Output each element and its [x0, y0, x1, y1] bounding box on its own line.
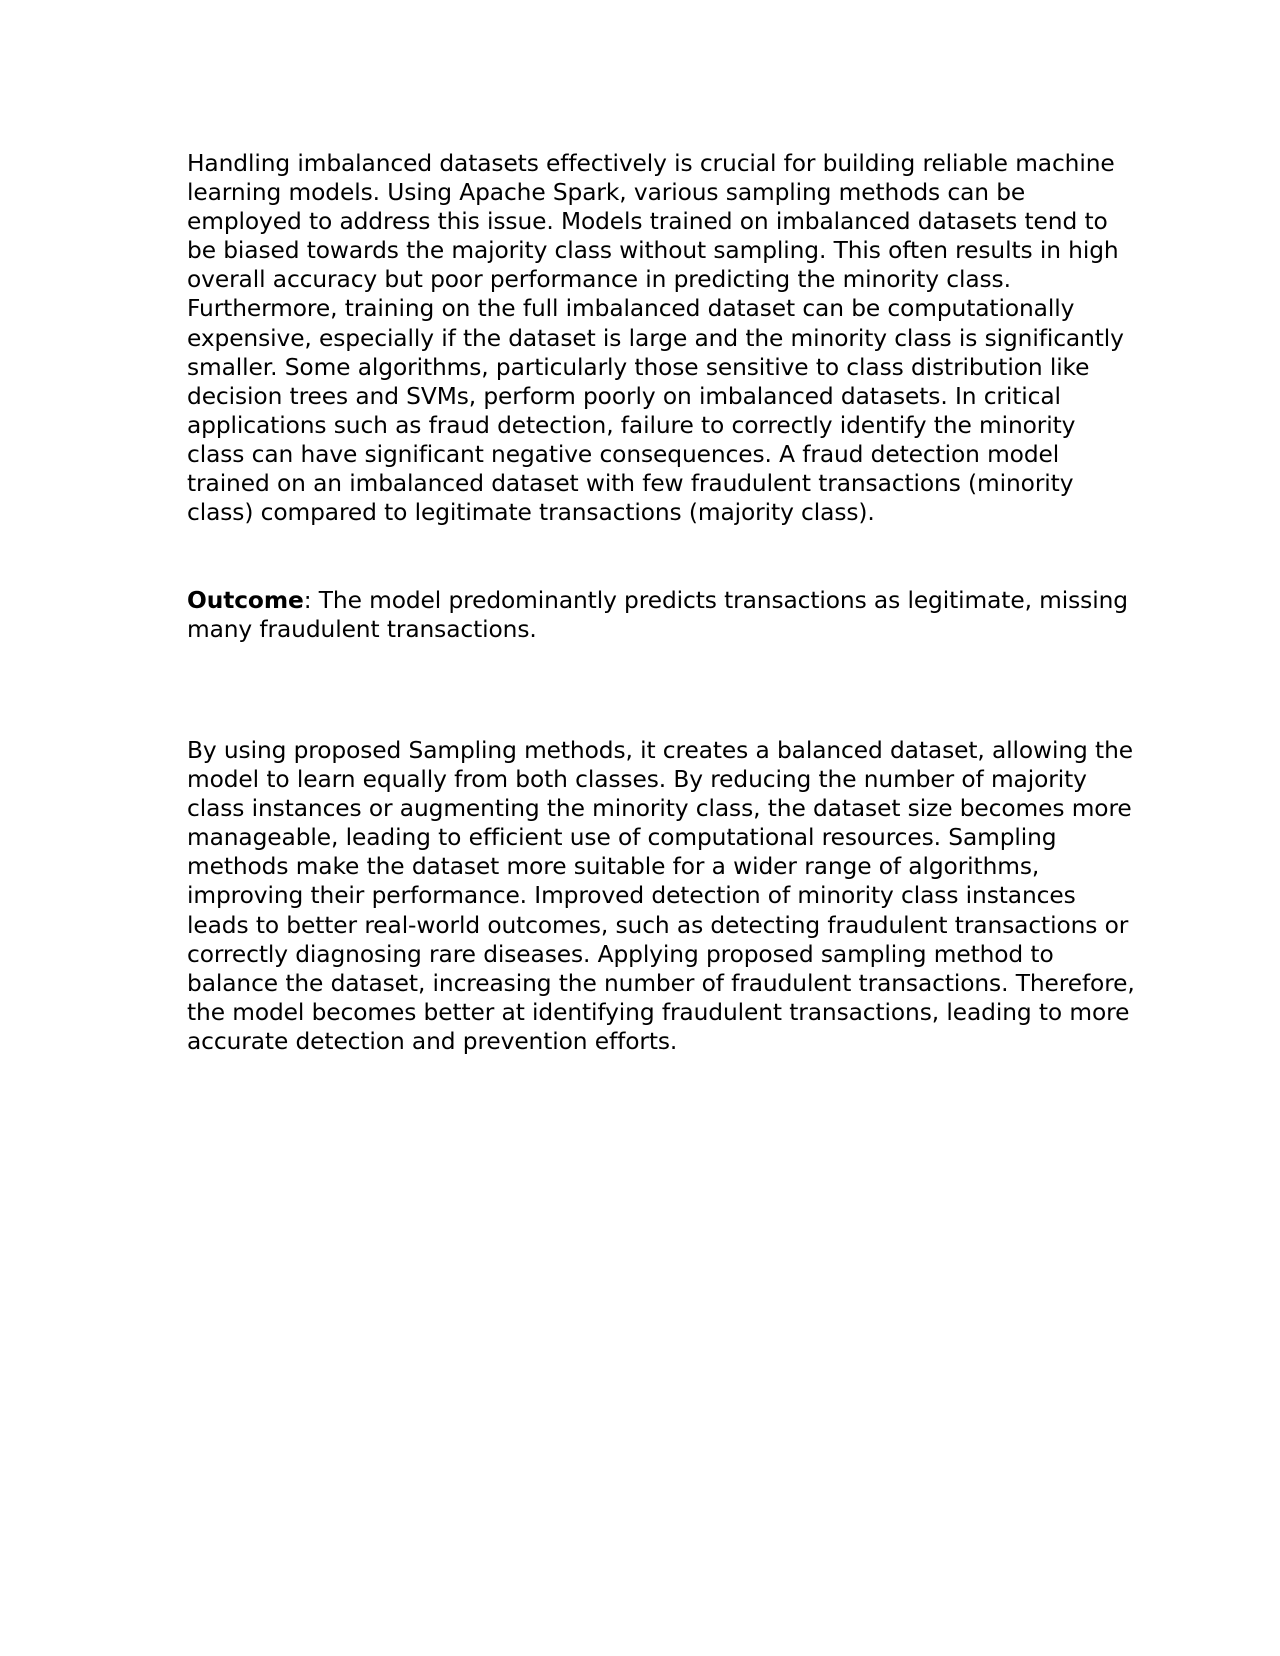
body-paragraph-sampling-methods: By using proposed Sampling methods, it creates a balanced dataset, allowing the model to learn equally from both classes. By reducing the number of majority class instances or augmenting the minority class, the dataset size becomes more manageable, leading to efficient use of computational resources. Sampling methods make the dataset more suitable for a wider range of algorithms, improving their performance. Improved detection of minority class instances leads to better real-world outcomes, such as detecting fraudulent transactions or correctly diagnosing rare diseases. Applying proposed sampling method to balance the dataset, increasing the number of fraudulent transactions. Therefore, the model becomes better at identifying fraudulent transactions, leading to more accurate detection and prevention efforts.: [187, 737, 1135, 1055]
body-paragraph-imbalanced-datasets: Handling imbalanced datasets effectively is crucial for building reliable machine learning models. Using Apache Spark, various sampling methods can be employed to address this issue. Models trained on imbalanced datasets tend to be biased towards the majority class without sampling. This often results in high overall accuracy but poor performance in predicting the minority class. Furthermore, training on the full imbalanced dataset can be computationally expensive, especially if the dataset is large and the minority class is significantly smaller. Some algorithms, particularly those sensitive to class distribution like decision trees and SVMs, perform poorly on imbalanced datasets. In critical applications such as fraud detection, failure to correctly identify the minority class can have significant negative consequences. A fraud detection model trained on an imbalanced dataset with few fraudulent transactions (minority class) compared to legitimate transactions (majority class).: [187, 150, 1124, 527]
outcome-label: Outcome: [187, 587, 304, 614]
outcome-paragraph: [187, 586, 1137, 644]
outcome-text: : The model predominantly predicts transactions as legitimate, missing many fraudulent transactions.: [187, 587, 1128, 644]
